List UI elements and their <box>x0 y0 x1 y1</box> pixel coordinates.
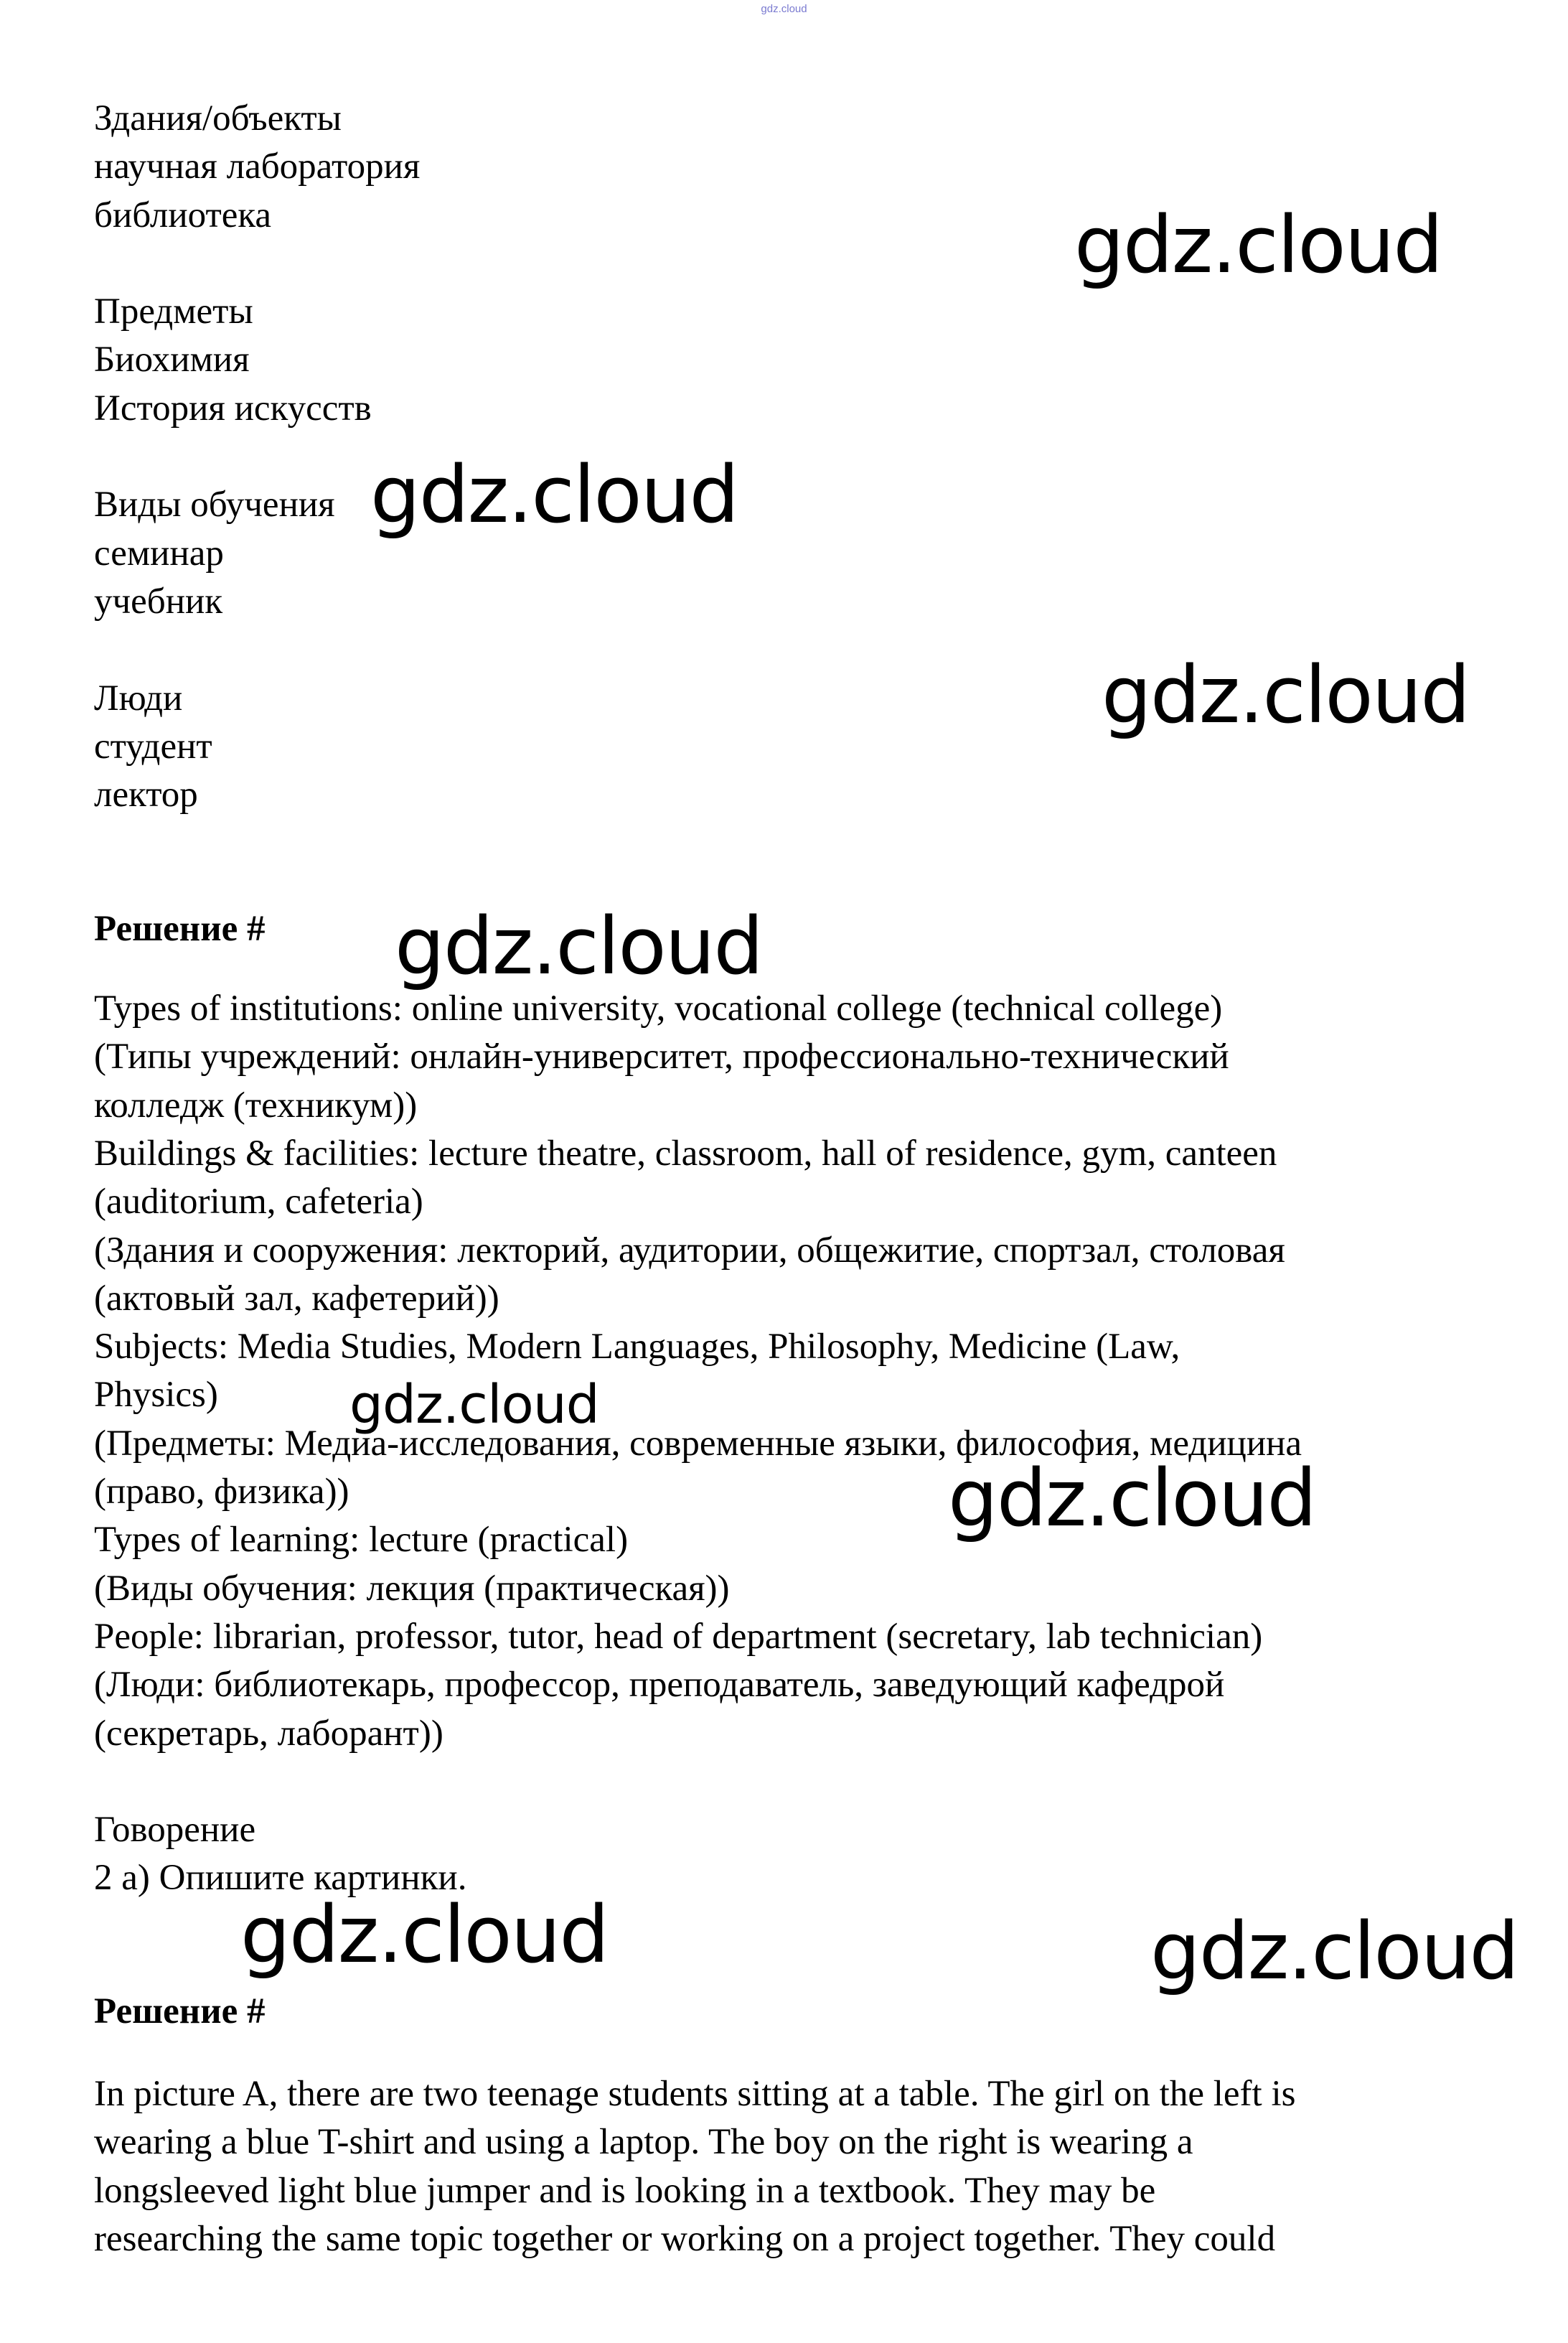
watermark: gdz.cloud <box>1150 1905 1518 1997</box>
solution-line: Buildings & facilities: lecture theatre, classroom, hall of residence, gym, canteen <box>94 1133 1277 1174</box>
watermark: gdz.cloud <box>1102 649 1470 741</box>
solution-line: (секретарь, лаборант)) <box>94 1713 443 1754</box>
list-item: История искусств <box>94 388 372 429</box>
header-watermark: gdz.cloud <box>761 3 807 15</box>
list-item: студент <box>94 726 212 767</box>
watermark: gdz.cloud <box>370 449 738 541</box>
watermark: gdz.cloud <box>240 1889 609 1980</box>
solution-line: Physics) <box>94 1375 218 1416</box>
speaking-task: 2 a) Опишите картинки. <box>94 1858 467 1899</box>
solution-line: In picture A, there are two teenage students sitting at a table. The girl on the left is <box>94 2073 1296 2114</box>
solution-line: (Типы учреждений: онлайн-университет, профессионально-технический <box>94 1037 1229 1077</box>
solution-line: Types of learning: lecture (practical) <box>94 1520 629 1561</box>
list-item: лектор <box>94 775 198 815</box>
list-item: учебник <box>94 581 223 622</box>
people-heading: Люди <box>94 678 183 719</box>
spacer <box>94 2036 1501 2070</box>
solution-line: researching the same topic together or working on a project together. They could <box>94 2218 1276 2259</box>
solution-line: (актовый зал, кафетерий)) <box>94 1278 499 1319</box>
spacer <box>94 1758 1501 1806</box>
solution-line: (право, физика)) <box>94 1472 349 1512</box>
solution-line: колледж (техникум)) <box>94 1085 418 1126</box>
watermark: gdz.cloud <box>395 900 763 992</box>
spacer <box>94 868 1501 905</box>
spacer <box>94 433 1501 481</box>
learning-heading: Виды обучения <box>94 485 335 525</box>
solution-line: (Здания и сооружения: лекторий, аудитории, общежитие, спортзал, столовая <box>94 1230 1285 1271</box>
solution-line: wearing a blue T-shirt and using a laptop. The boy on the right is wearing a <box>94 2122 1193 2163</box>
solution-line: (Предметы: Медиа-исследования, современные языки, философия, медицина <box>94 1423 1302 1464</box>
speaking-heading: Говорение <box>94 1810 256 1851</box>
subjects-heading: Предметы <box>94 291 253 332</box>
solution-heading: Решение # <box>94 908 266 949</box>
spacer <box>94 819 1501 867</box>
solution-line: longsleeved light blue jumper and is looking in a textbook. They may be <box>94 2170 1156 2211</box>
solution-heading: Решение # <box>94 1991 266 2031</box>
solution-line: Subjects: Media Studies, Modern Languages, Philosophy, Medicine (Law, <box>94 1327 1180 1367</box>
solution-line: People: librarian, professor, tutor, head of department (secretary, lab technician) <box>94 1616 1263 1657</box>
watermark: gdz.cloud <box>948 1452 1316 1544</box>
watermark: gdz.cloud <box>349 1374 599 1436</box>
list-item: Биохимия <box>94 340 250 380</box>
solution-line: (auditorium, cafeteria) <box>94 1182 423 1222</box>
watermark: gdz.cloud <box>1074 199 1442 291</box>
solution-line: (Виды обучения: лекция (практическая)) <box>94 1568 730 1609</box>
spacer <box>94 953 1501 985</box>
solution-line: Types of institutions: online university, vocational college (technical college) <box>94 988 1223 1029</box>
buildings-heading: Здания/объекты <box>94 98 342 139</box>
list-item: научная лаборатория <box>94 146 421 187</box>
list-item: библиотека <box>94 195 272 235</box>
list-item: семинар <box>94 533 224 574</box>
solution-line: (Люди: библиотекарь, профессор, преподаватель, заведующий кафедрой <box>94 1665 1225 1706</box>
